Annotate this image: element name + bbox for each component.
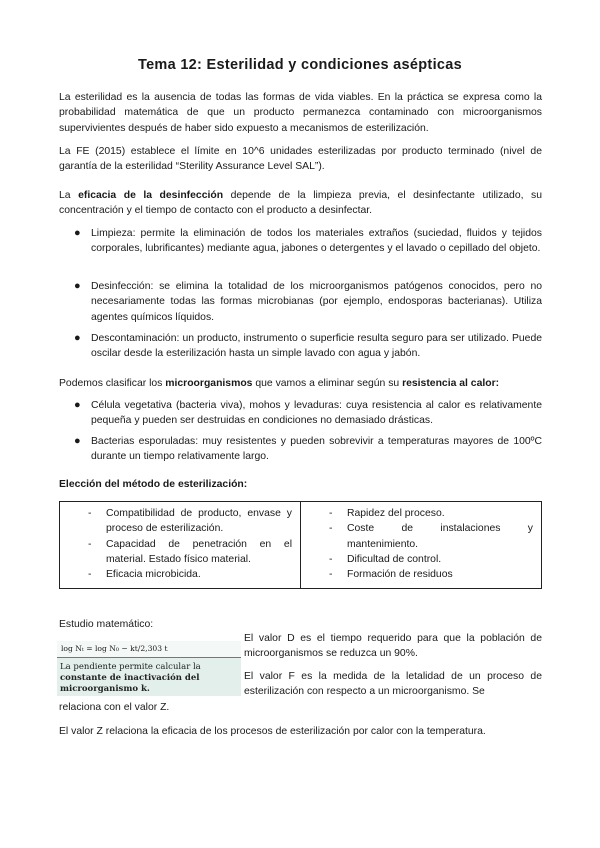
paragraph-valor-f: El valor F es la medida de la letalidad de un proceso de esterilización con respecto a un microorganismo. Se (244, 671, 542, 698)
list-item: - Eficacia microbicida. (88, 569, 201, 581)
bold-eficacia: eficacia de la desinfección (78, 190, 224, 201)
estudio-label: Estudio matemático: (59, 619, 154, 630)
paragraph-esterilidad: La esterilidad es la ausencia de todas las formas de vida viables. En la práctica se expresa como la probabilidad matemática de que un producto permanezca contaminado con microorganismos supervivientes después de haber sido expuesto a mecanismos de esterilización. (59, 92, 542, 134)
list-item-descontaminacion: Descontaminación: un producto, instrumento o superficie resulta seguro para ser utilizado. Puede oscilar desde la esterilización hasta un simple lavado con agua y jabón. (91, 333, 542, 360)
page-title: Tema 12: Esterilidad y condiciones asépticas (137, 57, 462, 73)
list-item-bacterias-esporuladas: Bacterias esporuladas: muy resistentes y pueden sobrevivir a temperaturas mayores de 100ºC durante un tiempo relativamente largo. (91, 436, 542, 463)
bullet-icon: ● (74, 227, 81, 239)
list-item-desinfeccion: Desinfección: se elimina la totalidad de los microorganismos patógenos conocidos, pero no necesariamente todas las formas microbianas (por ejemplo, endosporas bacterianas). Utiliza agentes químicos líquidos. (91, 281, 542, 323)
list-item: - Dificultad de control. (329, 553, 442, 565)
table-cell-left (60, 502, 301, 589)
bullet-icon: ● (74, 399, 81, 411)
list-item-limpieza: Limpieza: permite la eliminación de todos los materiales extraños (suciedad, fluidos y tejidos corporales, lubrificantes) mediante agua, jabones o detergentes y el lavado o cepillado del objeto. (91, 228, 542, 255)
eleccion-table (59, 501, 542, 589)
paragraph-valor-z: El valor Z relaciona la eficacia de los procesos de esterilización por calor con la temperatura. (59, 726, 486, 737)
list-item: - Coste de instalaciones y mantenimiento. (329, 523, 533, 550)
list-item: - Formación de residuos (329, 569, 453, 581)
paragraph-valor-d: El valor D es el tiempo requerido para que la población de microorganismos se reduzca un 90%. (244, 633, 542, 660)
paragraph-clasificacion: Podemos clasificar los microorganismos que vamos a eliminar según su resistencia al calor: (59, 378, 500, 389)
heading-eleccion: Elección del método de esterilización: (59, 479, 248, 490)
formula-note: La pendiente permite calcular la constante de inactivación del microorganismo k. (60, 662, 201, 694)
paragraph-valor-f-cont: relaciona con el valor Z. (59, 702, 170, 713)
list-item: - Compatibilidad de producto, envase y proceso de esterilización. (88, 508, 292, 535)
table-cell-right (301, 502, 542, 589)
bullet-icon: ● (74, 332, 81, 344)
list-item: - Rapidez del proceso. (329, 508, 445, 519)
bullet-icon: ● (74, 280, 81, 292)
formula-image (57, 641, 241, 696)
formula-text: log Nₜ = log N₀ − kt/2,303 t (57, 641, 241, 658)
bullet-icon: ● (74, 435, 81, 447)
list-item-celula-vegetativa: Célula vegetativa (bacteria viva), mohos y levaduras: cuya resistencia al calor es relativamente pequeña y pueden ser destruidas en condiciones no demasiado drásticas. (91, 400, 542, 427)
paragraph-eficacia: La eficacia de la desinfección depende de la limpieza previa, el desinfectante utilizado, su concentración y el tiempo de contacto con el producto a desinfectar. (59, 190, 542, 217)
paragraph-fe: La FE (2015) establece el límite en 10^6 unidades esterilizadas por producto terminado (nivel de garantía de la esterilidad “Sterility Assurance Level SAL”). (59, 146, 542, 173)
list-item: - Capacidad de penetración en el material. Estado físico material. (88, 538, 292, 565)
